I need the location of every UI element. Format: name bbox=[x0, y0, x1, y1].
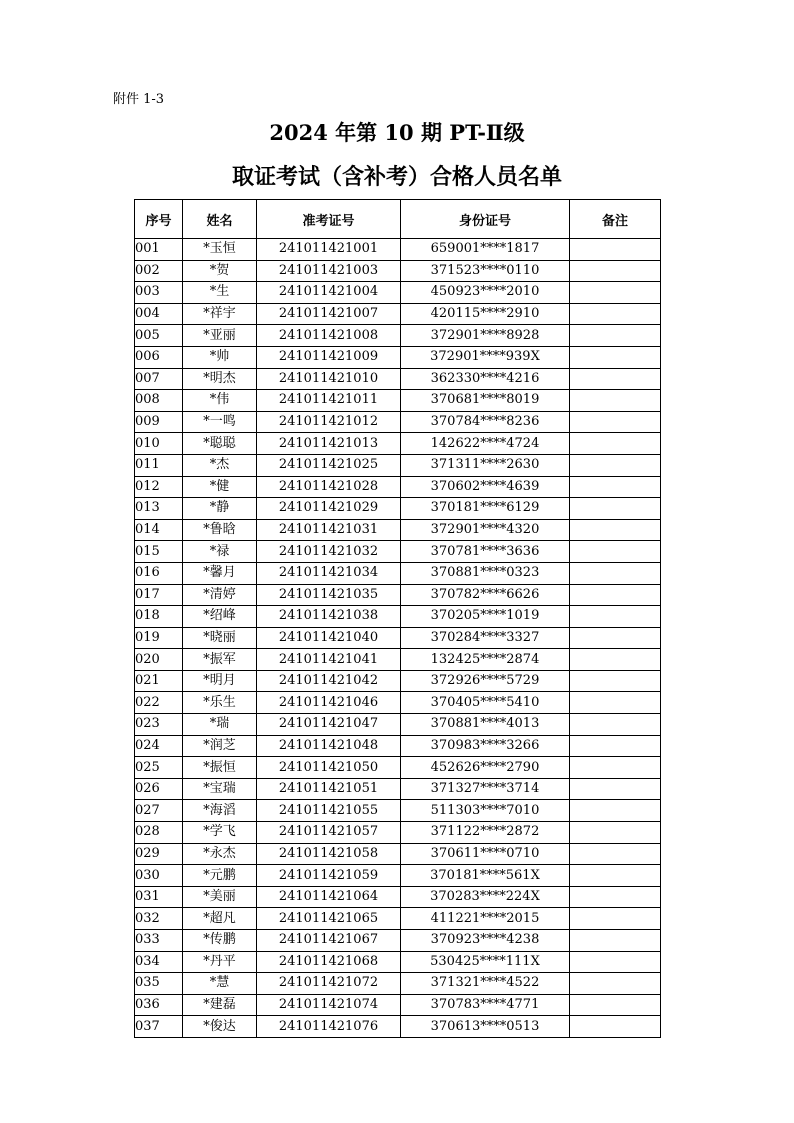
table-header-row bbox=[135, 200, 661, 239]
cell-exam-number: 241011421058 bbox=[257, 843, 401, 865]
cell-exam-number: 241011421031 bbox=[257, 519, 401, 541]
cell-remarks bbox=[570, 778, 661, 800]
cell-id-number: 370405****5410 bbox=[401, 692, 570, 714]
cell-remarks bbox=[570, 1016, 661, 1038]
cell-id-number: 371321****4522 bbox=[401, 973, 570, 995]
cell-exam-number: 241011421038 bbox=[257, 606, 401, 628]
cell-name: *帅 bbox=[183, 346, 257, 368]
cell-seq: 008 bbox=[135, 390, 183, 412]
cell-name: *润芝 bbox=[183, 735, 257, 757]
cell-name: *杰 bbox=[183, 454, 257, 476]
cell-exam-number: 241011421025 bbox=[257, 454, 401, 476]
cell-exam-number: 241011421064 bbox=[257, 886, 401, 908]
cell-id-number: 142622****4724 bbox=[401, 433, 570, 455]
document-title-line2: 取证考试（含补考）合格人员名单 bbox=[231, 164, 562, 190]
cell-name: *丹平 bbox=[183, 951, 257, 973]
cell-remarks bbox=[570, 757, 661, 779]
cell-remarks bbox=[570, 822, 661, 844]
cell-seq: 028 bbox=[135, 822, 183, 844]
cell-id-number: 659001****1817 bbox=[401, 239, 570, 261]
cell-seq: 024 bbox=[135, 735, 183, 757]
cell-id-number: 370781****3636 bbox=[401, 541, 570, 563]
table-row bbox=[135, 282, 661, 304]
cell-id-number: 370205****1019 bbox=[401, 606, 570, 628]
cell-exam-number: 241011421076 bbox=[257, 1016, 401, 1038]
cell-exam-number: 241011421074 bbox=[257, 994, 401, 1016]
cell-exam-number: 241011421012 bbox=[257, 411, 401, 433]
table-row bbox=[135, 735, 661, 757]
cell-exam-number: 241011421003 bbox=[257, 260, 401, 282]
header-exam-number: 准考证号 bbox=[257, 200, 401, 239]
document-title-line1: 2024 年第 10 期 PT-Ⅱ级 bbox=[269, 120, 525, 145]
cell-remarks bbox=[570, 994, 661, 1016]
cell-name: *聪聪 bbox=[183, 433, 257, 455]
table-row bbox=[135, 368, 661, 390]
header-name: 姓名 bbox=[183, 200, 257, 239]
attachment-label: 附件 1-3 bbox=[113, 92, 165, 107]
cell-name: *海滔 bbox=[183, 800, 257, 822]
cell-name: *乐生 bbox=[183, 692, 257, 714]
cell-seq: 018 bbox=[135, 606, 183, 628]
table-row bbox=[135, 498, 661, 520]
cell-remarks bbox=[570, 627, 661, 649]
cell-exam-number: 241011421028 bbox=[257, 476, 401, 498]
cell-seq: 023 bbox=[135, 714, 183, 736]
cell-remarks bbox=[570, 368, 661, 390]
cell-seq: 011 bbox=[135, 454, 183, 476]
cell-remarks bbox=[570, 670, 661, 692]
cell-id-number: 371523****0110 bbox=[401, 260, 570, 282]
cell-exam-number: 241011421067 bbox=[257, 930, 401, 952]
cell-exam-number: 241011421072 bbox=[257, 973, 401, 995]
table-row bbox=[135, 584, 661, 606]
cell-exam-number: 241011421047 bbox=[257, 714, 401, 736]
qualified-personnel-table bbox=[134, 199, 661, 1038]
cell-exam-number: 241011421013 bbox=[257, 433, 401, 455]
cell-id-number: 370881****4013 bbox=[401, 714, 570, 736]
table-row bbox=[135, 886, 661, 908]
cell-name: *伟 bbox=[183, 390, 257, 412]
cell-id-number: 370783****4771 bbox=[401, 994, 570, 1016]
cell-id-number: 370181****561X bbox=[401, 865, 570, 887]
cell-id-number: 371122****2872 bbox=[401, 822, 570, 844]
cell-name: *一鸣 bbox=[183, 411, 257, 433]
table-row bbox=[135, 303, 661, 325]
cell-id-number: 372901****8928 bbox=[401, 325, 570, 347]
cell-exam-number: 241011421065 bbox=[257, 908, 401, 930]
table-row bbox=[135, 994, 661, 1016]
table-row bbox=[135, 908, 661, 930]
cell-name: *瑞 bbox=[183, 714, 257, 736]
cell-exam-number: 241011421035 bbox=[257, 584, 401, 606]
cell-name: *振恒 bbox=[183, 757, 257, 779]
cell-id-number: 511303****7010 bbox=[401, 800, 570, 822]
table-row bbox=[135, 346, 661, 368]
cell-seq: 004 bbox=[135, 303, 183, 325]
cell-remarks bbox=[570, 239, 661, 261]
cell-remarks bbox=[570, 519, 661, 541]
table-row bbox=[135, 670, 661, 692]
cell-exam-number: 241011421046 bbox=[257, 692, 401, 714]
cell-remarks bbox=[570, 865, 661, 887]
cell-name: *学飞 bbox=[183, 822, 257, 844]
table-row bbox=[135, 519, 661, 541]
table-row bbox=[135, 865, 661, 887]
cell-exam-number: 241011421004 bbox=[257, 282, 401, 304]
cell-seq: 003 bbox=[135, 282, 183, 304]
cell-id-number: 370284****3327 bbox=[401, 627, 570, 649]
cell-remarks bbox=[570, 390, 661, 412]
cell-name: *贺 bbox=[183, 260, 257, 282]
cell-name: *宝瑞 bbox=[183, 778, 257, 800]
cell-id-number: 370602****4639 bbox=[401, 476, 570, 498]
cell-seq: 031 bbox=[135, 886, 183, 908]
cell-exam-number: 241011421050 bbox=[257, 757, 401, 779]
cell-remarks bbox=[570, 541, 661, 563]
cell-seq: 020 bbox=[135, 649, 183, 671]
cell-name: *俊达 bbox=[183, 1016, 257, 1038]
table-row bbox=[135, 325, 661, 347]
cell-name: *祥宇 bbox=[183, 303, 257, 325]
cell-seq: 010 bbox=[135, 433, 183, 455]
cell-seq: 026 bbox=[135, 778, 183, 800]
cell-seq: 034 bbox=[135, 951, 183, 973]
cell-name: *亚丽 bbox=[183, 325, 257, 347]
cell-remarks bbox=[570, 951, 661, 973]
table-row bbox=[135, 390, 661, 412]
table-row bbox=[135, 714, 661, 736]
cell-seq: 002 bbox=[135, 260, 183, 282]
cell-name: *慧 bbox=[183, 973, 257, 995]
cell-remarks bbox=[570, 973, 661, 995]
cell-id-number: 370681****8019 bbox=[401, 390, 570, 412]
header-seq: 序号 bbox=[135, 200, 183, 239]
cell-remarks bbox=[570, 843, 661, 865]
cell-remarks bbox=[570, 886, 661, 908]
cell-remarks bbox=[570, 325, 661, 347]
cell-remarks bbox=[570, 346, 661, 368]
cell-id-number: 370283****224X bbox=[401, 886, 570, 908]
cell-seq: 025 bbox=[135, 757, 183, 779]
cell-remarks bbox=[570, 692, 661, 714]
table-row bbox=[135, 1016, 661, 1038]
table-row bbox=[135, 800, 661, 822]
cell-remarks bbox=[570, 433, 661, 455]
cell-exam-number: 241011421010 bbox=[257, 368, 401, 390]
cell-id-number: 370923****4238 bbox=[401, 930, 570, 952]
cell-id-number: 370611****0710 bbox=[401, 843, 570, 865]
cell-name: *明月 bbox=[183, 670, 257, 692]
cell-seq: 033 bbox=[135, 930, 183, 952]
cell-id-number: 370881****0323 bbox=[401, 562, 570, 584]
table-row bbox=[135, 541, 661, 563]
cell-exam-number: 241011421007 bbox=[257, 303, 401, 325]
cell-remarks bbox=[570, 649, 661, 671]
cell-exam-number: 241011421059 bbox=[257, 865, 401, 887]
cell-remarks bbox=[570, 476, 661, 498]
cell-exam-number: 241011421009 bbox=[257, 346, 401, 368]
cell-exam-number: 241011421034 bbox=[257, 562, 401, 584]
cell-name: *禄 bbox=[183, 541, 257, 563]
table-row bbox=[135, 454, 661, 476]
cell-seq: 009 bbox=[135, 411, 183, 433]
cell-exam-number: 241011421040 bbox=[257, 627, 401, 649]
table-row bbox=[135, 692, 661, 714]
table-row bbox=[135, 951, 661, 973]
cell-seq: 005 bbox=[135, 325, 183, 347]
cell-name: *健 bbox=[183, 476, 257, 498]
cell-remarks bbox=[570, 800, 661, 822]
cell-id-number: 411221****2015 bbox=[401, 908, 570, 930]
cell-seq: 030 bbox=[135, 865, 183, 887]
table-row bbox=[135, 606, 661, 628]
cell-exam-number: 241011421041 bbox=[257, 649, 401, 671]
cell-seq: 035 bbox=[135, 973, 183, 995]
cell-name: *晓丽 bbox=[183, 627, 257, 649]
cell-seq: 021 bbox=[135, 670, 183, 692]
cell-remarks bbox=[570, 303, 661, 325]
cell-id-number: 420115****2910 bbox=[401, 303, 570, 325]
cell-name: *馨月 bbox=[183, 562, 257, 584]
cell-remarks bbox=[570, 908, 661, 930]
cell-name: *明杰 bbox=[183, 368, 257, 390]
cell-id-number: 452626****2790 bbox=[401, 757, 570, 779]
cell-exam-number: 241011421051 bbox=[257, 778, 401, 800]
cell-seq: 014 bbox=[135, 519, 183, 541]
cell-remarks bbox=[570, 411, 661, 433]
table-row bbox=[135, 476, 661, 498]
cell-seq: 017 bbox=[135, 584, 183, 606]
cell-name: *静 bbox=[183, 498, 257, 520]
cell-remarks bbox=[570, 930, 661, 952]
cell-remarks bbox=[570, 606, 661, 628]
cell-id-number: 132425****2874 bbox=[401, 649, 570, 671]
cell-seq: 001 bbox=[135, 239, 183, 261]
cell-name: *永杰 bbox=[183, 843, 257, 865]
cell-name: *玉恒 bbox=[183, 239, 257, 261]
table-row bbox=[135, 260, 661, 282]
table-row bbox=[135, 433, 661, 455]
cell-exam-number: 241011421057 bbox=[257, 822, 401, 844]
table-body bbox=[135, 239, 661, 1038]
cell-seq: 029 bbox=[135, 843, 183, 865]
table-row bbox=[135, 822, 661, 844]
cell-seq: 022 bbox=[135, 692, 183, 714]
cell-seq: 016 bbox=[135, 562, 183, 584]
cell-seq: 037 bbox=[135, 1016, 183, 1038]
cell-remarks bbox=[570, 498, 661, 520]
table-row bbox=[135, 843, 661, 865]
table-row bbox=[135, 627, 661, 649]
cell-seq: 032 bbox=[135, 908, 183, 930]
cell-id-number: 362330****4216 bbox=[401, 368, 570, 390]
cell-exam-number: 241011421032 bbox=[257, 541, 401, 563]
cell-name: *建磊 bbox=[183, 994, 257, 1016]
table-row bbox=[135, 930, 661, 952]
header-remarks: 备注 bbox=[570, 200, 661, 239]
cell-exam-number: 241011421042 bbox=[257, 670, 401, 692]
cell-seq: 015 bbox=[135, 541, 183, 563]
cell-remarks bbox=[570, 562, 661, 584]
table-row bbox=[135, 649, 661, 671]
cell-id-number: 371311****2630 bbox=[401, 454, 570, 476]
cell-seq: 006 bbox=[135, 346, 183, 368]
cell-remarks bbox=[570, 454, 661, 476]
header-id-number: 身份证号 bbox=[401, 200, 570, 239]
cell-seq: 019 bbox=[135, 627, 183, 649]
cell-remarks bbox=[570, 260, 661, 282]
table-row bbox=[135, 973, 661, 995]
table-row bbox=[135, 239, 661, 261]
cell-exam-number: 241011421055 bbox=[257, 800, 401, 822]
table-row bbox=[135, 562, 661, 584]
cell-exam-number: 241011421068 bbox=[257, 951, 401, 973]
cell-exam-number: 241011421029 bbox=[257, 498, 401, 520]
cell-id-number: 371327****3714 bbox=[401, 778, 570, 800]
cell-id-number: 370613****0513 bbox=[401, 1016, 570, 1038]
cell-exam-number: 241011421008 bbox=[257, 325, 401, 347]
cell-id-number: 372926****5729 bbox=[401, 670, 570, 692]
cell-remarks bbox=[570, 584, 661, 606]
cell-name: *元鹏 bbox=[183, 865, 257, 887]
cell-id-number: 530425****111X bbox=[401, 951, 570, 973]
table-row bbox=[135, 411, 661, 433]
cell-remarks bbox=[570, 282, 661, 304]
cell-name: *绍峰 bbox=[183, 606, 257, 628]
cell-seq: 007 bbox=[135, 368, 183, 390]
cell-name: *超凡 bbox=[183, 908, 257, 930]
cell-id-number: 370181****6129 bbox=[401, 498, 570, 520]
cell-seq: 013 bbox=[135, 498, 183, 520]
cell-remarks bbox=[570, 714, 661, 736]
cell-seq: 027 bbox=[135, 800, 183, 822]
table-row bbox=[135, 778, 661, 800]
cell-name: *清婷 bbox=[183, 584, 257, 606]
cell-exam-number: 241011421048 bbox=[257, 735, 401, 757]
cell-id-number: 372901****939X bbox=[401, 346, 570, 368]
cell-id-number: 370782****6626 bbox=[401, 584, 570, 606]
cell-exam-number: 241011421011 bbox=[257, 390, 401, 412]
cell-id-number: 370784****8236 bbox=[401, 411, 570, 433]
cell-remarks bbox=[570, 735, 661, 757]
cell-name: *振军 bbox=[183, 649, 257, 671]
cell-name: *传鹏 bbox=[183, 930, 257, 952]
cell-seq: 036 bbox=[135, 994, 183, 1016]
cell-name: *生 bbox=[183, 282, 257, 304]
cell-seq: 012 bbox=[135, 476, 183, 498]
cell-name: *美丽 bbox=[183, 886, 257, 908]
cell-id-number: 370983****3266 bbox=[401, 735, 570, 757]
cell-id-number: 372901****4320 bbox=[401, 519, 570, 541]
table-row bbox=[135, 757, 661, 779]
cell-exam-number: 241011421001 bbox=[257, 239, 401, 261]
cell-name: *鲁晗 bbox=[183, 519, 257, 541]
cell-id-number: 450923****2010 bbox=[401, 282, 570, 304]
